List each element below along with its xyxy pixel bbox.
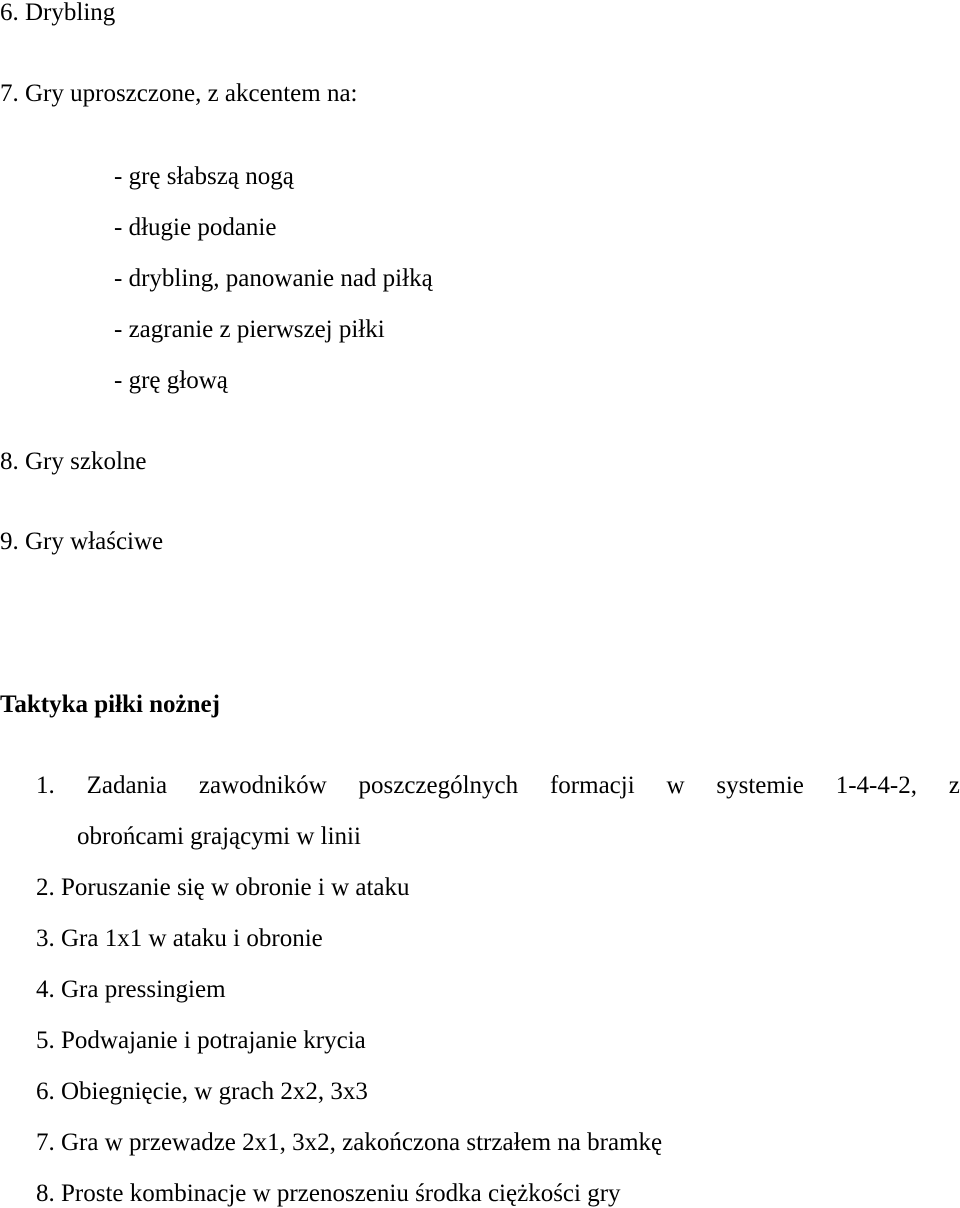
sub-list-item: - drybling, panowanie nad piłką: [114, 265, 433, 292]
tactics-item-1-continuation: obrońcami grającymi w linii: [77, 823, 361, 850]
word: systemie: [716, 772, 804, 799]
tactics-item-1: [36, 773, 960, 798]
word: z: [948, 772, 960, 799]
tactics-item: 6. Obiegnięcie, w grach 2x2, 3x3: [36, 1078, 368, 1105]
sub-list-item: - długie podanie: [114, 214, 277, 241]
tactics-item: 2. Poruszanie się w obronie i w ataku: [36, 874, 410, 901]
tactics-item: 3. Gra 1x1 w ataku i obronie: [36, 925, 323, 952]
word: 1.: [36, 772, 55, 799]
word: formacji: [549, 772, 635, 799]
sub-list-item: - grę głową: [114, 367, 228, 394]
section-heading: Taktyka piłki nożnej: [0, 691, 220, 718]
tactics-item: 7. Gra w przewadze 2x1, 3x2, zakończona strzałem na bramkę: [36, 1129, 663, 1156]
word: w: [666, 772, 685, 799]
tactics-item: 8. Proste kombinacje w przenoszeniu środka ciężkości gry: [36, 1180, 621, 1207]
list-item-7: 7. Gry uproszczone, z akcentem na:: [0, 80, 358, 107]
list-item-9: 9. Gry właściwe: [0, 528, 164, 555]
word: zawodników: [198, 772, 327, 799]
word: 1-4-4-2,: [835, 772, 917, 799]
sub-list-item: - zagranie z pierwszej piłki: [114, 316, 385, 343]
list-item-6: 6. Drybling: [0, 0, 116, 26]
tactics-item: 5. Podwajanie i potrajanie krycia: [36, 1027, 366, 1054]
word: poszczególnych: [358, 772, 519, 799]
list-item-8: 8. Gry szkolne: [0, 448, 147, 475]
tactics-item: 4. Gra pressingiem: [36, 976, 226, 1003]
word: Zadania: [86, 772, 168, 799]
sub-list-item: - grę słabszą nogą: [114, 163, 294, 190]
